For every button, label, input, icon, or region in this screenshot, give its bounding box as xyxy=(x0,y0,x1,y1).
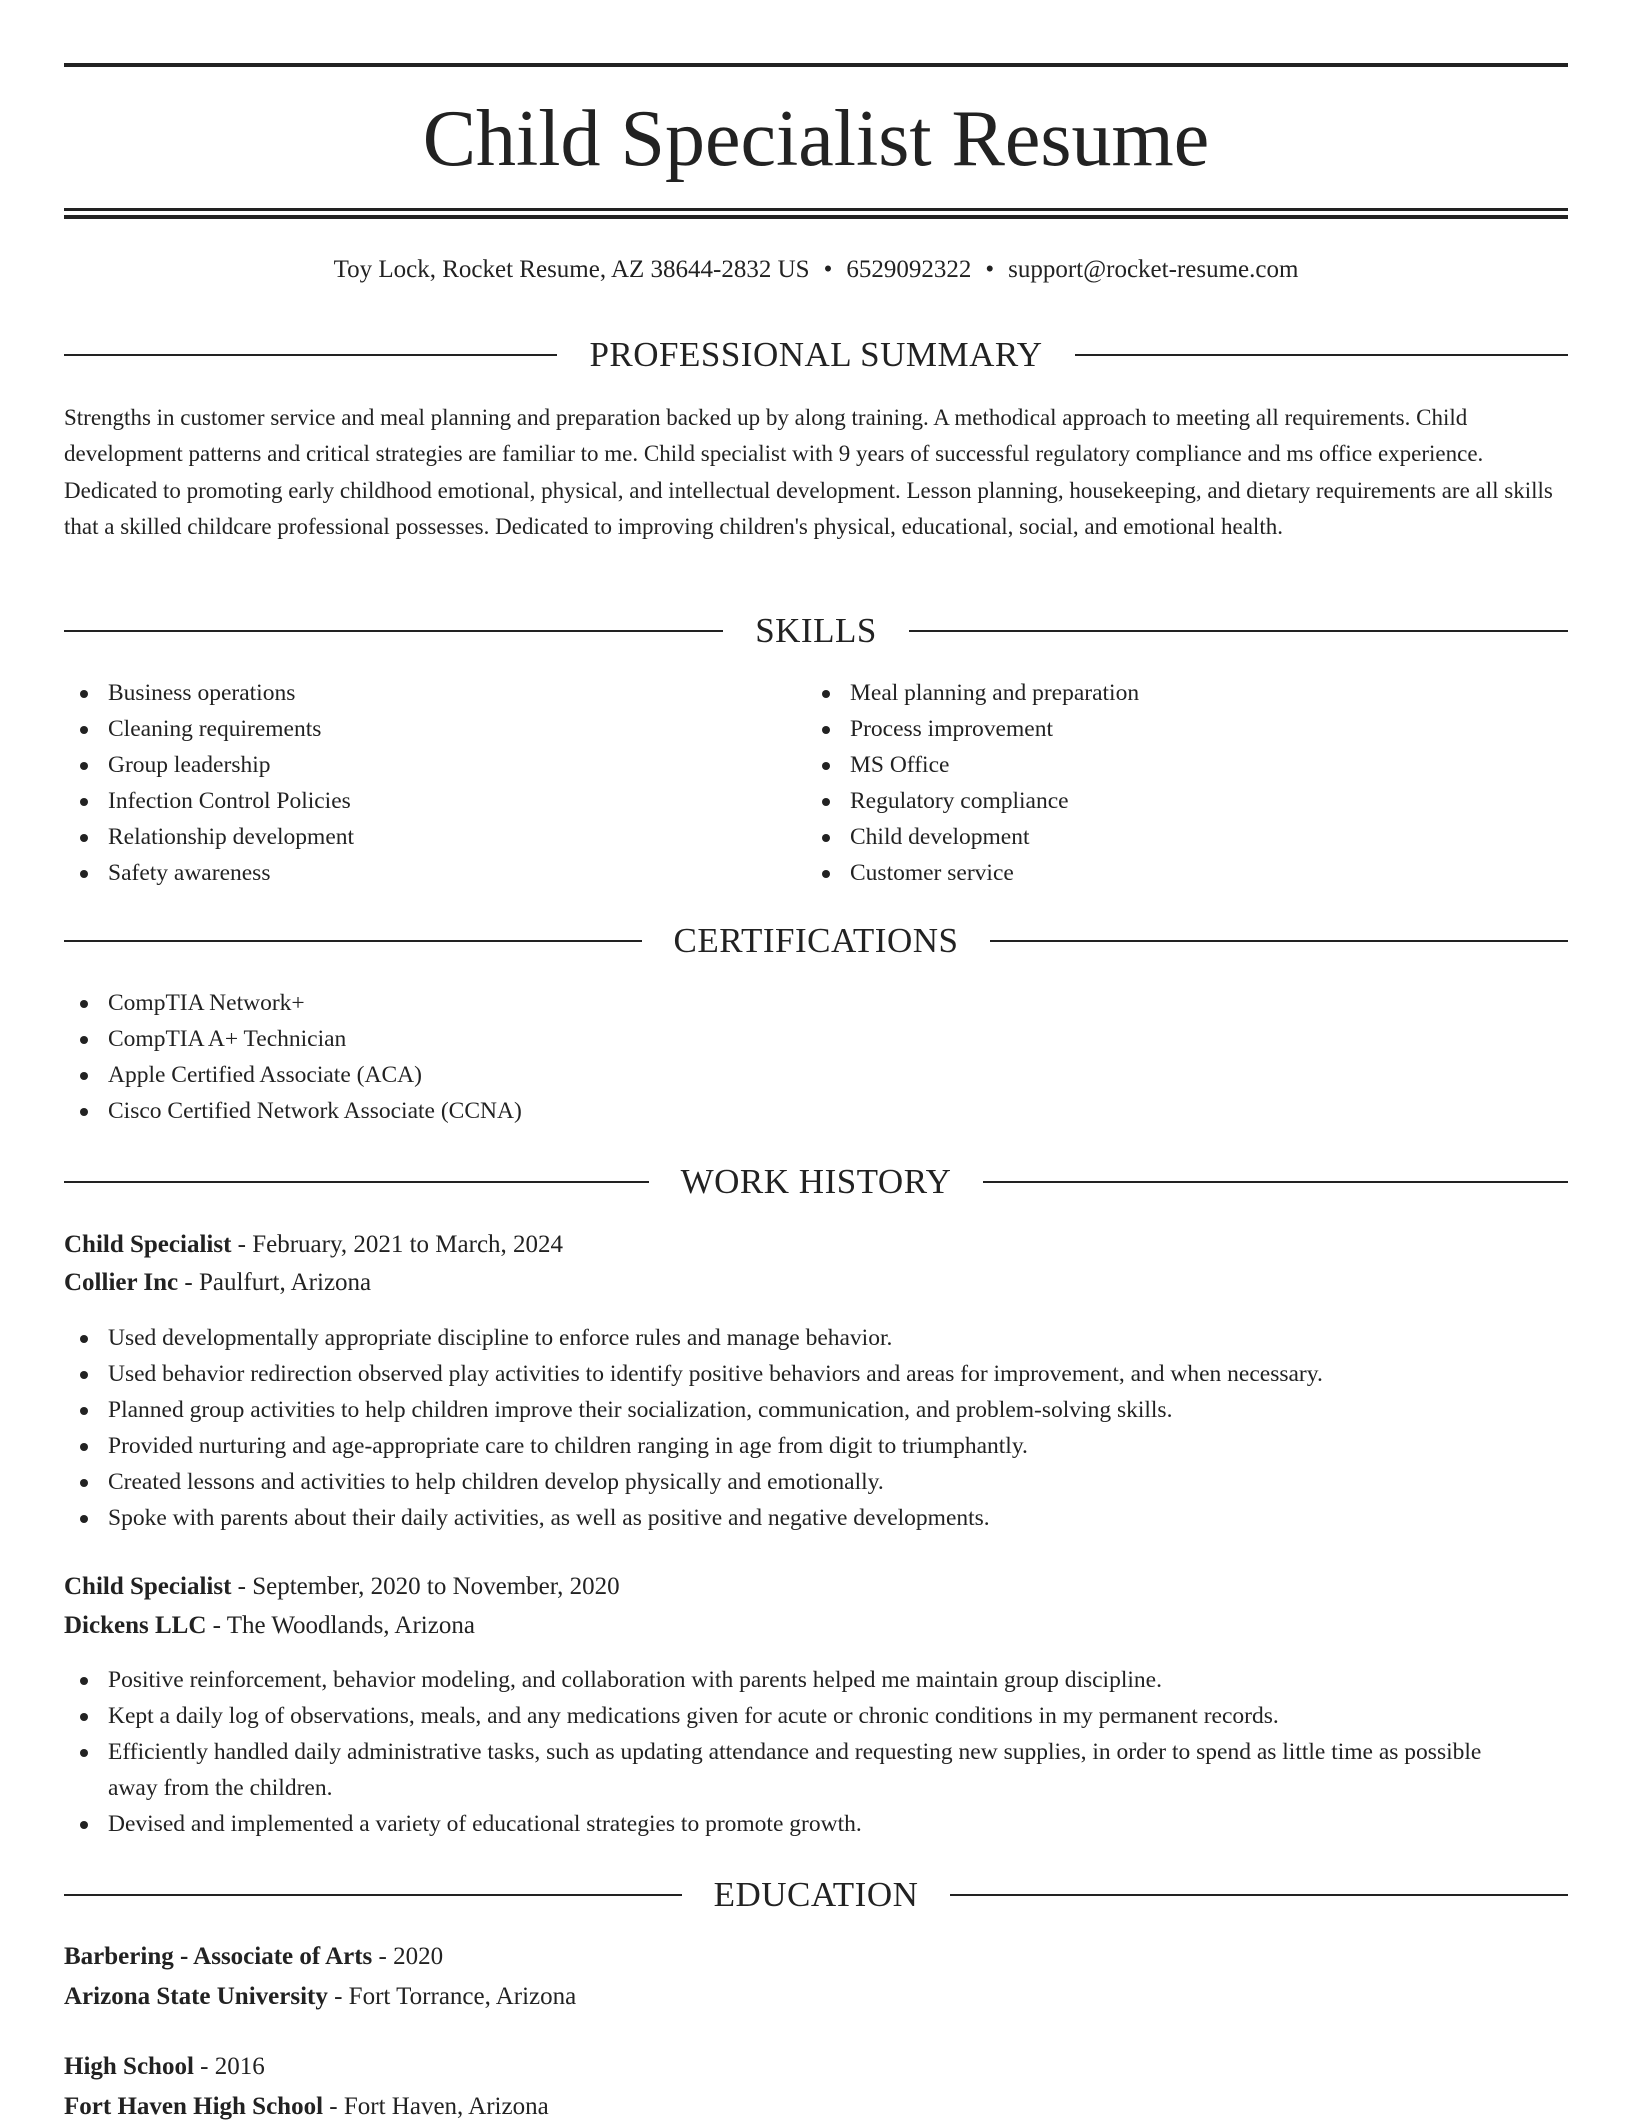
job-title-line xyxy=(64,1226,1568,1264)
duty-item: Planned group activities to help children improve their socialization, communication, and problem-solving skills. xyxy=(64,1392,1568,1428)
resume-title: Child Specialist Resume xyxy=(422,95,1210,183)
section-header-certifications xyxy=(64,919,1568,963)
summary-paragraph: Strengths in customer service and meal planning and preparation backed up by along training. A methodical approach to meeting all requirements. Child development patterns and critical strategies are familiar to me. Child specialist with 9 years of successful regulatory compliance and ms office experience. Dedicated to promoting early childhood emotional, physical, and intellectual development. Lesson planning, housekeeping, and dietary requirements are all skills that a skilled childcare professional possesses. Dedicated to improving children's physical, educational, social, and emotional health. xyxy=(64,405,1553,540)
job-dates: - February, 2021 to March, 2024 xyxy=(231,1231,564,1258)
job-company-line xyxy=(64,1264,1568,1302)
title-rule-upper xyxy=(64,208,1568,211)
duty-item: Devised and implemented a variety of educational strategies to promote growth. xyxy=(64,1806,1504,1842)
skill-item: Regulatory compliance xyxy=(806,783,1546,819)
job-dates: - September, 2020 to November, 2020 xyxy=(231,1573,620,1600)
duty-item: Used behavior redirection observed play activities to identify positive behaviors and areas for improvement, and when necessary. xyxy=(64,1356,1568,1392)
contact-separator: • xyxy=(823,256,833,283)
divider-line xyxy=(950,1894,1568,1896)
job-company: Dickens LLC xyxy=(64,1612,207,1639)
job-role: Child Specialist xyxy=(64,1573,232,1600)
skill-item: Meal planning and preparation xyxy=(806,675,1546,711)
skill-item: MS Office xyxy=(806,747,1546,783)
job-duties-list xyxy=(64,1320,1568,1536)
skill-item: Safety awareness xyxy=(64,855,804,891)
divider-line xyxy=(64,1181,649,1183)
job-location: - Paulfurt, Arizona xyxy=(178,1269,372,1296)
top-rule xyxy=(64,63,1568,67)
section-title-skills: SKILLS xyxy=(755,611,877,650)
education-school-line xyxy=(64,1978,1568,2016)
education-school: Arizona State University xyxy=(64,1983,328,2010)
skill-item: Process improvement xyxy=(806,711,1546,747)
education-year: - 2020 xyxy=(372,1943,444,1970)
certification-item: Apple Certified Associate (ACA) xyxy=(64,1057,1568,1093)
skill-item: Relationship development xyxy=(64,819,804,855)
divider-line xyxy=(909,630,1568,632)
duty-item: Created lessons and activities to help children develop physically and emotionally. xyxy=(64,1464,1568,1500)
education-location: - Fort Torrance, Arizona xyxy=(327,1983,577,2010)
education-school: Fort Haven High School xyxy=(64,2093,324,2120)
skill-item: Cleaning requirements xyxy=(64,711,804,747)
contact-separator: • xyxy=(985,256,995,283)
skill-item: Child development xyxy=(806,819,1546,855)
job-location: - The Woodlands, Arizona xyxy=(206,1612,475,1639)
skill-item: Customer service xyxy=(806,855,1546,891)
certification-item: CompTIA A+ Technician xyxy=(64,1021,1568,1057)
divider-line xyxy=(64,940,642,942)
certifications-list xyxy=(64,985,1568,1129)
duty-item: Kept a daily log of observations, meals, and any medications given for acute or chronic conditions in my permanent records. xyxy=(64,1698,1504,1734)
section-title-education: EDUCATION xyxy=(713,1875,919,1914)
contact-line xyxy=(64,252,1568,288)
duty-item: Provided nurturing and age-appropriate care to children ranging in age from digit to triumphantly. xyxy=(64,1428,1568,1464)
education-year: - 2016 xyxy=(193,2053,265,2080)
job-role: Child Specialist xyxy=(64,1231,232,1258)
contact-phone: 6529092322 xyxy=(846,256,972,283)
job-company: Collier Inc xyxy=(64,1269,179,1296)
section-header-summary xyxy=(64,333,1568,377)
education-degree: High School xyxy=(64,2053,194,2080)
duty-item: Efficiently handled daily administrative tasks, such as updating attendance and requesting new supplies, in order to spend as little time as possible away from the children. xyxy=(64,1734,1504,1806)
certification-item: CompTIA Network+ xyxy=(64,985,1568,1021)
skill-item: Business operations xyxy=(64,675,804,711)
education-location: - Fort Haven, Arizona xyxy=(323,2093,549,2120)
section-header-education xyxy=(64,1873,1568,1917)
divider-line xyxy=(990,940,1568,942)
divider-line xyxy=(1075,354,1568,356)
skills-list-left xyxy=(64,675,804,891)
skill-item: Group leadership xyxy=(64,747,804,783)
divider-line xyxy=(64,354,557,356)
divider-line xyxy=(64,630,723,632)
education-school-line xyxy=(64,2088,1568,2126)
duty-item: Positive reinforcement, behavior modeling, and collaboration with parents helped me maintain group discipline. xyxy=(64,1662,1504,1698)
section-header-skills xyxy=(64,609,1568,653)
title-rule-lower xyxy=(64,215,1568,219)
skill-item: Infection Control Policies xyxy=(64,783,804,819)
job-title-line xyxy=(64,1568,1568,1606)
section-title-certifications: CERTIFICATIONS xyxy=(673,921,959,960)
certification-item: Cisco Certified Network Associate (CCNA) xyxy=(64,1093,1568,1129)
section-header-work xyxy=(64,1160,1568,1204)
duty-item: Spoke with parents about their daily activities, as well as positive and negative developments. xyxy=(64,1500,1568,1536)
skills-list-right xyxy=(806,675,1546,891)
section-title-summary: PROFESSIONAL SUMMARY xyxy=(589,335,1043,374)
job-company-line xyxy=(64,1607,1568,1645)
job-duties-list xyxy=(64,1662,1504,1842)
contact-email: support@rocket-resume.com xyxy=(1008,256,1299,283)
section-title-work: WORK HISTORY xyxy=(680,1162,952,1201)
education-degree-line xyxy=(64,2048,1568,2086)
contact-address: Toy Lock, Rocket Resume, AZ 38644-2832 US xyxy=(333,256,810,283)
divider-line xyxy=(983,1181,1568,1183)
education-degree: Barbering - Associate of Arts xyxy=(64,1943,373,1970)
education-degree-line xyxy=(64,1938,1568,1976)
duty-item: Used developmentally appropriate discipline to enforce rules and manage behavior. xyxy=(64,1320,1568,1356)
divider-line xyxy=(64,1894,682,1896)
